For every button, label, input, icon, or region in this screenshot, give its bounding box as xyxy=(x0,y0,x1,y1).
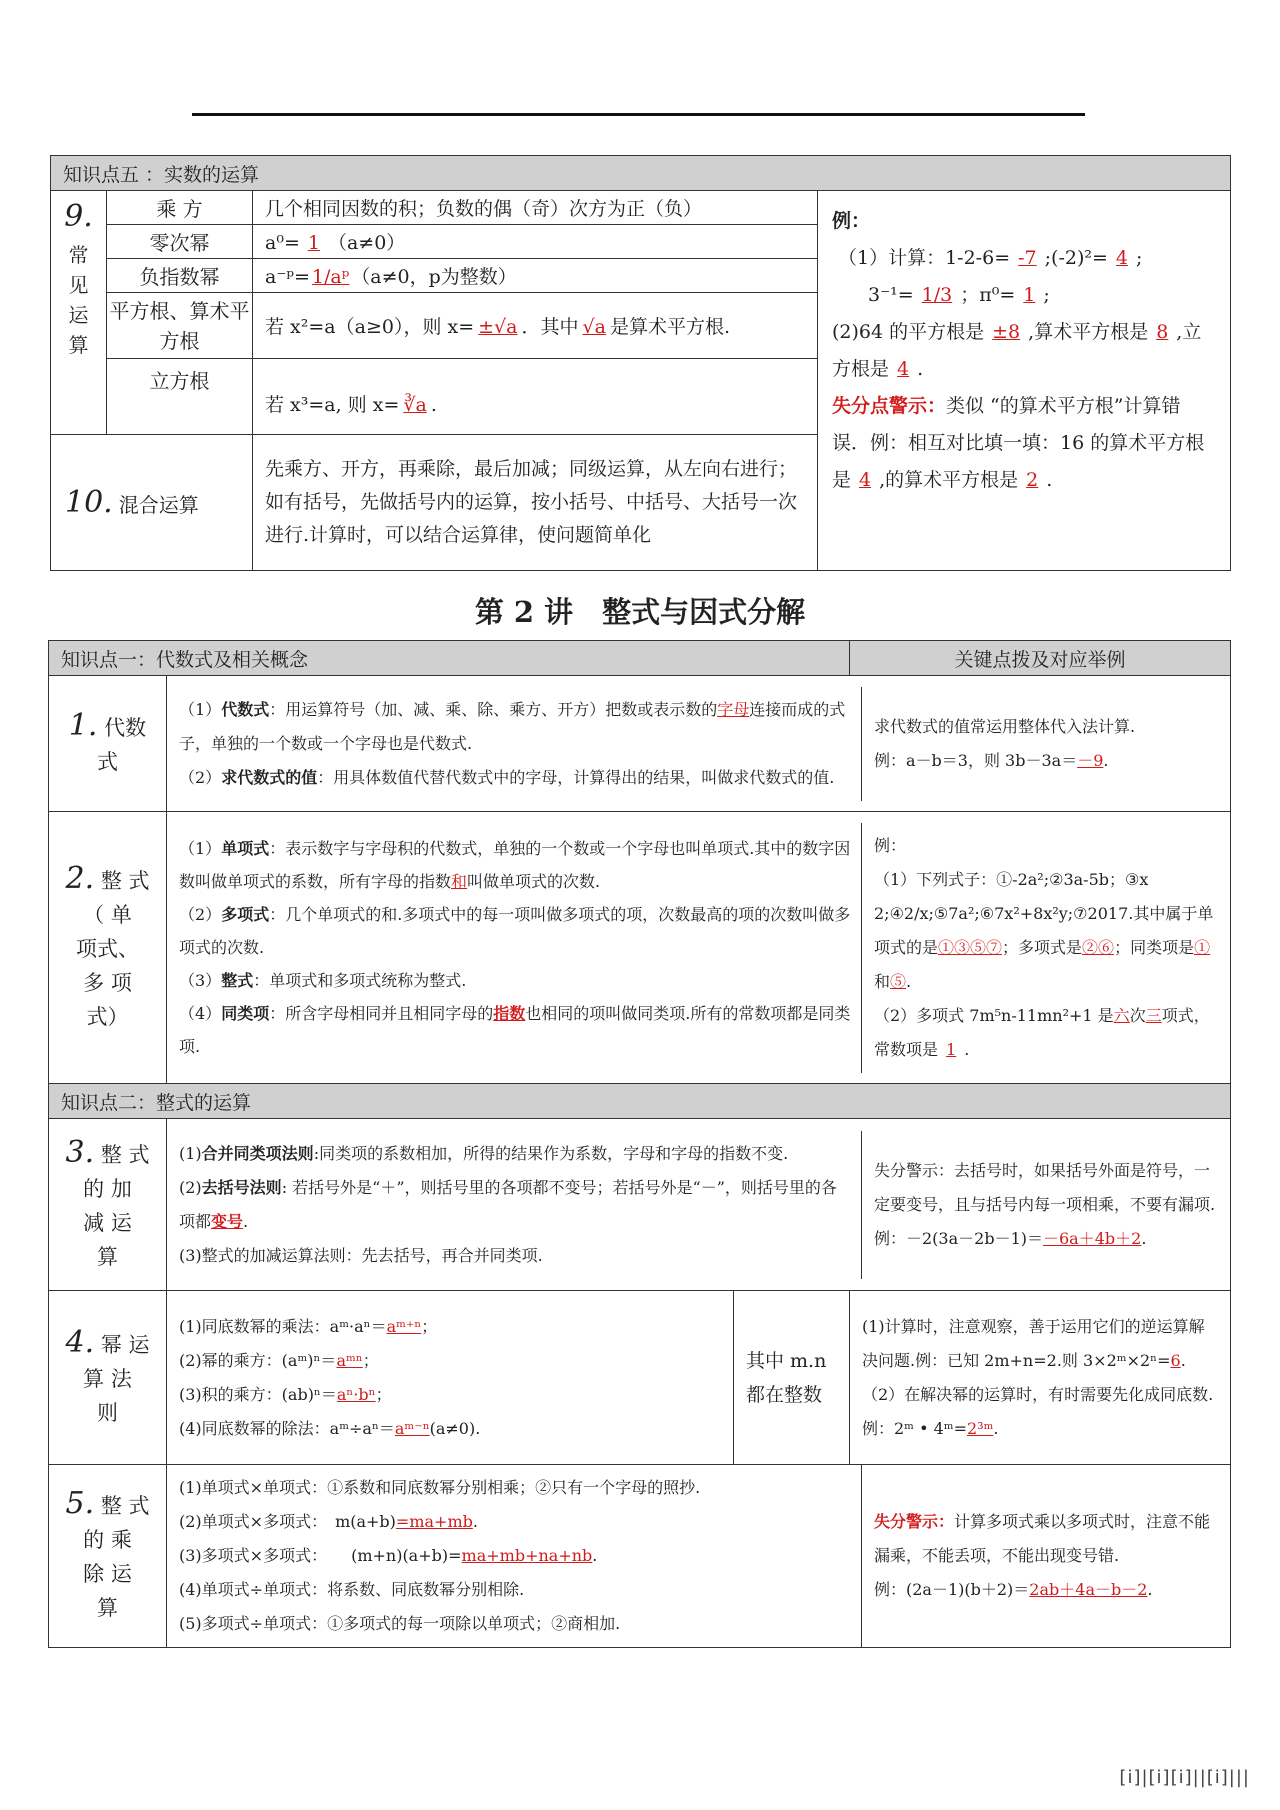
r1-body: （1）代数式：用运算符号（加、减、乘、除、乘方、开方）把数或表示数的字母连接而成的式子，单独的一个数或一个字母也是代数式. （2）求代数式的值：用具体数值代替代数式中的字母，计算得出的结果，叫做求代数式的值. xyxy=(167,687,862,801)
r5-key: 失分警示：计算多项式乘以多项式时，注意不能漏乘，不能丢项，不能出现变号错. 例：(2a－1)(b＋2)＝2ab＋4a－b－2. xyxy=(874,1512,1211,1599)
lecture-title: 第 2 讲 整式与因式分解 xyxy=(474,595,806,629)
example-line-2: 3⁻¹= 1/3 ；π⁰= 1 ; xyxy=(868,284,1050,306)
row-name-square-root: 平方根、算术平方根 xyxy=(107,293,253,359)
example-line-3: (2)64 的平方根是 ±8 ,算术平方根是 8 ,立方根是 4 . xyxy=(832,321,1202,380)
group-number: 9. xyxy=(64,199,93,234)
section-header-1: 知识点一：代数式及相关概念 xyxy=(49,641,850,676)
r2-key: 例： （1）下列式子：①-2a²;②3a-5b；③x 2;④2/x;⑤7a²;⑥7x²+8x²y;⑦2017.其中属于单项式的是①③⑤⑦；多项式是②⑥；同类项是①和⑤. （2）多项式 7m⁵n-11mn²+1 是六次三项式，常数项是 1 . xyxy=(874,835,1214,1059)
r1-body-wrap xyxy=(167,676,1231,812)
example-cell xyxy=(818,191,1231,571)
row-name-cube-root: 立方根 xyxy=(107,359,253,435)
key-points-header: 关键点拨及对应举例 xyxy=(850,641,1231,676)
r2-body: （1）单项式：表示数字与字母积的代数式，单独的一个数或一个字母也叫单项式.其中的数字因数叫做单项式的系数，所有字母的指数和叫做单项式的次数. （2）多项式：几个单项式的和.多项式中的每一项叫做多项式的项，次数最高的项的次数叫做多项式的次数. （3）整式：单项式和多项式统称为整式. （4）同类项：所含字母相同并且相同字母的指数也相同的项叫做同类项.所有的常数项都是同类项. xyxy=(167,823,862,1073)
r3-body: (1)合并同类项法则:同类项的系数相加，所得的结果作为系数，字母和字母的指数不变. (2)去括号法则: 若括号外是“＋”，则括号里的各项都不变号；若括号外是“－”，则括号里的各项都变号. (3)整式的加减运算法则：先去括号，再合并同类项. xyxy=(167,1131,862,1279)
r4-label: 4. 幂 运 算 法 则 xyxy=(49,1291,167,1465)
example-line-1: （1）计算：1-2-6= -7 ;(-2)²= 4 ; xyxy=(838,247,1143,269)
r2-body-wrap xyxy=(167,812,1231,1084)
r2-label: 2. 整 式 （ 单 项式、 多 项 式） xyxy=(49,812,167,1084)
r5-label: 5. 整 式 的 乘 除 运 算 xyxy=(49,1465,167,1648)
row-name-negative-power: 负指数幂 xyxy=(107,259,253,293)
row-content-power: 几个相同因数的积；负数的偶（奇）次方为正（负） xyxy=(253,191,818,225)
warning-text: 失分点警示：类似 “的算术平方根”计算错误．例：相互对比填一填：16 的算术平方根是 4 ,的算术平方根是 2 . xyxy=(832,395,1205,491)
section-header: 知识点五 ：实数的运算 xyxy=(51,156,1231,191)
r4-body: (1)同底数幂的乘法：aᵐ·aⁿ＝aᵐ⁺ⁿ； (2)幂的乘方：(aᵐ)ⁿ＝aᵐⁿ； (3)积的乘方：(ab)ⁿ＝aⁿ·bⁿ； (4)同底数幂的除法：aᵐ÷aⁿ＝aᵐ⁻ⁿ(a≠0). xyxy=(167,1291,734,1465)
mixed-ops-content: 先乘方、开方，再乘除，最后加减；同级运算，从左向右进行；如有括号，先做括号内的运算，按小括号、中括号、大括号一次进行.计算时，可以结合运算律，使问题简单化 xyxy=(253,435,818,571)
r5-body-wrap xyxy=(167,1465,1231,1648)
r5-body: (1)单项式×单项式：①系数和同底数幂分别相乘；②只有一个字母的照抄. (2)单项式×多项式： m(a+b)=ma+mb. (3)多项式×多项式： (m+n)(a+b)=ma+mb+na+nb. (4)单项式÷单项式：将系数、同底数幂分别相除. (5)多项式÷单项式：①多项式的每一项除以单项式；②商相加. xyxy=(167,1465,862,1647)
polynomial-table xyxy=(48,640,1231,1648)
row-content-square-root: 若 x²=a（a≥0），则 x= ±√a ．其中 √a 是算术平方根. xyxy=(253,293,818,359)
mixed-ops-number: 10. xyxy=(65,485,113,520)
row-content-zero-power: a⁰= 1 （a≠0） xyxy=(253,225,818,259)
real-number-operations-table xyxy=(50,155,1231,571)
r3-body-wrap xyxy=(167,1119,1231,1291)
row-name-zero-power: 零次幂 xyxy=(107,225,253,259)
footer-watermark: [i]|[i][i]||[i]||| xyxy=(1119,1767,1250,1788)
mixed-ops-text: 混合运算 xyxy=(118,493,199,517)
group-label xyxy=(51,191,107,435)
r4-key: (1)计算时，注意观察，善于运用它们的逆运算解决问题.例：已知 2m+n=2.则 3×2ᵐ×2ⁿ=6. （2）在解决幂的运算时，有时需要先化成同底数.例：2ᵐ • 4ᵐ=2³ᵐ. xyxy=(850,1291,1231,1465)
r1-key: 求代数式的值常运用整体代入法计算. 例：a－b＝3，则 3b－3a＝－9. xyxy=(874,716,1136,770)
row-content-negative-power: a⁻ᵖ= 1/aᵖ （a≠0，p为整数） xyxy=(253,259,818,293)
example-label: 例： xyxy=(832,210,871,232)
section-header-2: 知识点二：整式的运算 xyxy=(49,1084,1231,1119)
row-content-cube-root: 若 x³=a, 则 x= ∛a . xyxy=(253,359,818,435)
row-name-power: 乘 方 xyxy=(107,191,253,225)
r4-note: 其中 m.n 都在整数 xyxy=(734,1291,850,1465)
top-rule xyxy=(192,113,1085,116)
r1-label: 1. 代数 式 xyxy=(49,676,167,812)
group-text: 常见运算 xyxy=(68,243,89,357)
r3-label: 3. 整 式 的 加 减 运 算 xyxy=(49,1119,167,1291)
r3-key: 失分警示：去括号时，如果括号外面是符号，一定要变号，且与括号内每一项相乘，不要有漏项. 例：－2(3a－2b－1)＝－6a＋4b＋2. xyxy=(874,1160,1216,1248)
mixed-ops-label xyxy=(51,435,253,571)
